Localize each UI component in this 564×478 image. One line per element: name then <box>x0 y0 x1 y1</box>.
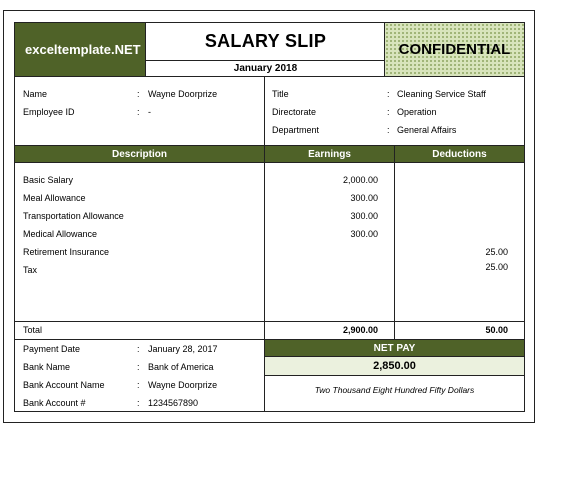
divider <box>384 23 385 76</box>
colon: : <box>387 125 390 135</box>
total-earnings: 2,900.00 <box>342 325 378 335</box>
bank-name-label: Bank Name <box>23 362 71 372</box>
bank-account-number-label: Bank Account # <box>23 398 86 408</box>
table-row: Tax <box>23 265 38 275</box>
earnings-header: Earnings <box>265 146 394 162</box>
deduction-value: 25.00 <box>485 247 508 257</box>
table-row: Transportation Allowance <box>23 211 124 221</box>
department-label: Department <box>272 125 320 135</box>
bank-account-name-value: Wayne Doorprize <box>148 380 218 390</box>
table-row: Basic Salary <box>23 175 74 185</box>
colon: : <box>137 380 140 390</box>
colon: : <box>387 107 390 117</box>
directorate-label: Directorate <box>272 107 317 117</box>
colon: : <box>137 398 140 408</box>
divider <box>15 76 524 77</box>
earning-value: 300.00 <box>350 229 378 239</box>
payment-date-label: Payment Date <box>23 344 81 354</box>
earning-value: 2,000.00 <box>342 175 378 185</box>
bank-account-number-value: 1234567890 <box>148 398 199 408</box>
employee-id-value: - <box>148 107 151 117</box>
payment-date-value: January 28, 2017 <box>148 344 218 354</box>
total-label: Total <box>23 325 43 335</box>
net-pay-value: 2,850.00 <box>265 357 524 375</box>
colon: : <box>137 344 140 354</box>
net-pay-header: NET PAY <box>265 340 524 356</box>
earning-value: 300.00 <box>350 211 378 221</box>
net-pay-words: Two Thousand Eight Hundred Fifty Dollars <box>314 385 475 395</box>
deduction-value: 25.00 <box>485 262 508 272</box>
bank-name-value: Bank of America <box>148 362 214 372</box>
confidential-badge: CONFIDENTIAL <box>385 23 524 76</box>
divider <box>145 23 146 76</box>
earning-value: 300.00 <box>350 193 378 203</box>
department-value: General Affairs <box>397 125 457 135</box>
colon: : <box>387 89 390 99</box>
name-value: Wayne Doorprize <box>148 89 218 99</box>
divider <box>394 146 395 339</box>
bank-account-name-label: Bank Account Name <box>23 380 105 390</box>
table-row: Retirement Insurance <box>23 247 110 257</box>
colon: : <box>137 89 140 99</box>
table-row: Meal Allowance <box>23 193 86 203</box>
total-deductions: 50.00 <box>485 325 508 335</box>
table-row: Medical Allowance <box>23 229 98 239</box>
divider <box>15 162 524 163</box>
directorate-value: Operation <box>397 107 437 117</box>
divider <box>146 60 384 61</box>
divider <box>264 77 265 145</box>
colon: : <box>137 107 140 117</box>
title-label: Title <box>272 89 289 99</box>
name-label: Name <box>23 89 48 99</box>
slip-title: SALARY SLIP <box>204 31 327 51</box>
title-value: Cleaning Service Staff <box>397 89 486 99</box>
divider <box>15 321 524 322</box>
colon: : <box>137 362 140 372</box>
divider <box>265 375 524 376</box>
description-header: Description <box>15 146 264 162</box>
employee-id-label: Employee ID <box>23 107 75 117</box>
divider <box>264 146 265 339</box>
slip-period: January 2018 <box>233 63 298 74</box>
brand-logo: exceltemplate.NET <box>15 23 145 76</box>
deductions-header: Deductions <box>395 146 524 162</box>
